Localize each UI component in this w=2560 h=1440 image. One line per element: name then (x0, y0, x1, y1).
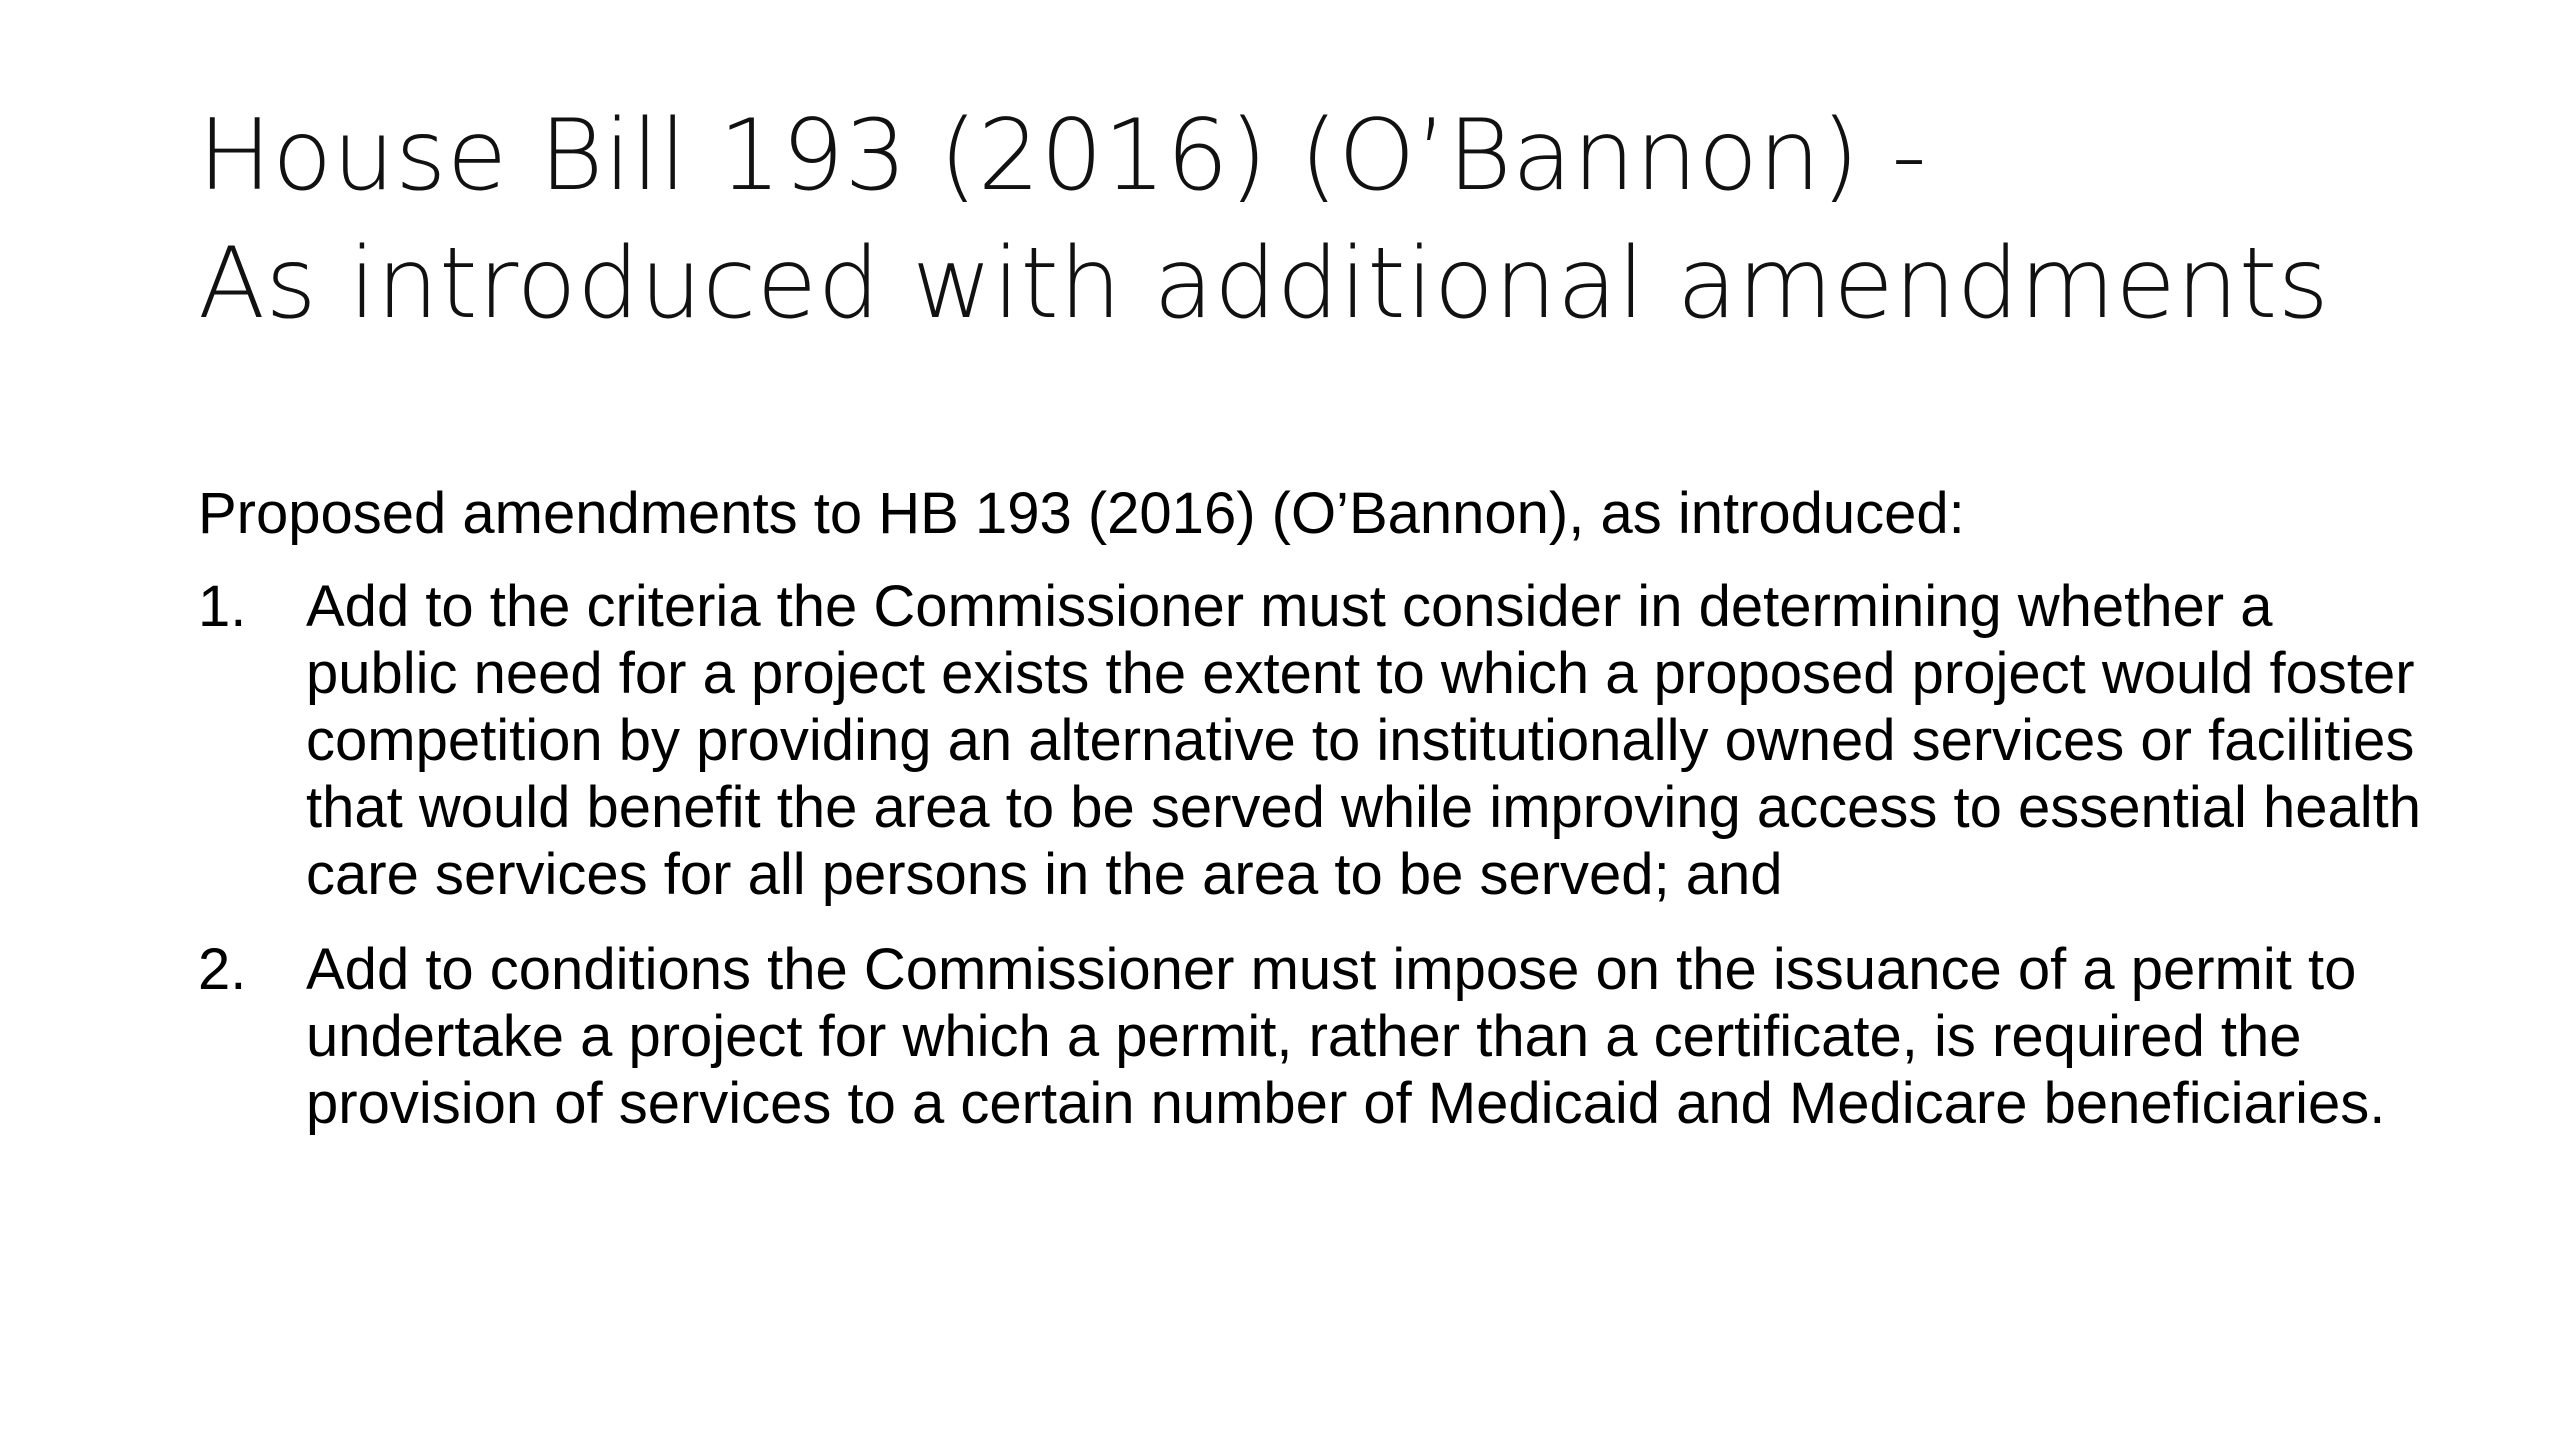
list-item-text: Add to the criteria the Commissioner must consider in determining whether a public need for a project exists the extent to which a proposed project would foster competition by providing an alternative to institutionally owned services or facilities that would benefit the area to be served while improving access to essential health care services for all persons in the area to be served; and (306, 574, 2422, 907)
amendment-list (198, 573, 2428, 1137)
slide-body (198, 480, 2428, 1165)
list-item-text: Add to conditions the Commissioner must impose on the issuance of a permit to undertake a project for which a permit, rather than a certificate, is required the provision of services to a certain number of Medicaid and Medicare beneficiaries. (306, 937, 2386, 1136)
list-item-number: 2. (198, 937, 247, 1002)
list-item (198, 936, 2428, 1137)
intro-text: Proposed amendments to HB 193 (2016) (O’Bannon), as introduced: (198, 481, 1965, 546)
slide-title (198, 92, 2398, 348)
list-item (198, 573, 2428, 908)
list-item-number: 1. (198, 574, 247, 639)
title-line-2: As introduced with additional amendments (198, 227, 2330, 341)
title-line-1: House Bill 193 (2016) (O’Bannon) - (198, 99, 1928, 213)
